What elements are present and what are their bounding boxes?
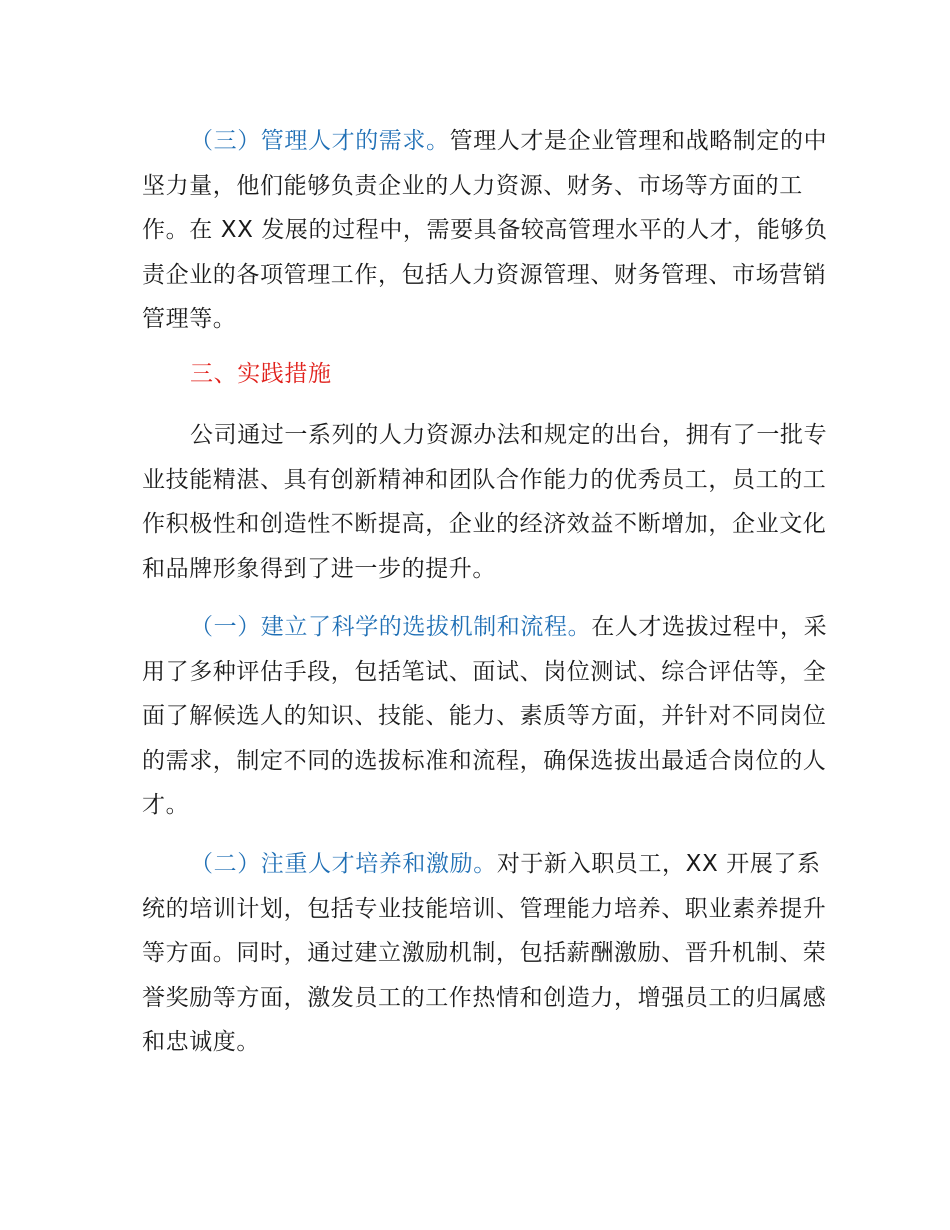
section-heading-practice-measures: 三、实践措施 — [190, 361, 332, 387]
paragraph-training-incentive — [142, 842, 832, 1065]
paragraph-selection-mechanism — [142, 605, 832, 828]
paragraph-body: 管理人才是企业管理和战略制定的中坚力量，他们能够负责企业的人力资源、财务、市场等方面的工作。在 XX 发展的过程中，需要具备较高管理水平的人才，能够负责企业的各项管理工作，包括人力资源管理、财务管理、市场营销管理等。 — [142, 128, 828, 332]
paragraph-body: 对于新入职员工，XX 开展了系统的培训计划，包括专业技能培训、管理能力培养、职业素养提升等方面。同时，通过建立激励机制，包括薪酬激励、晋升机制、荣誉奖励等方面，激发员工的工作热情和创造力，增强员工的归属感和忠诚度。 — [142, 851, 827, 1055]
subheading-training-incentive: （二）注重人才培养和激励。 — [190, 851, 497, 877]
subheading-selection-mechanism: （一）建立了科学的选拔机制和流程。 — [190, 614, 592, 640]
subheading-management-talent: （三）管理人才的需求。 — [190, 128, 450, 154]
paragraph-practice-intro — [142, 413, 832, 591]
paragraph-body: 在人才选拔过程中，采用了多种评估手段，包括笔试、面试、岗位测试、综合评估等，全面了解候选人的知识、技能、能力、素质等方面，并针对不同岗位的需求，制定不同的选拔标准和流程，确保选拔出最适合岗位的人才。 — [142, 614, 828, 818]
paragraph-management-talent-demand — [142, 119, 832, 342]
paragraph-body: 公司通过一系列的人力资源办法和规定的出台，拥有了一批专业技能精湛、具有创新精神和团队合作能力的优秀员工，员工的工作积极性和创造性不断提高，企业的经济效益不断增加，企业文化和品牌形象得到了进一步的提升。 — [142, 422, 828, 582]
